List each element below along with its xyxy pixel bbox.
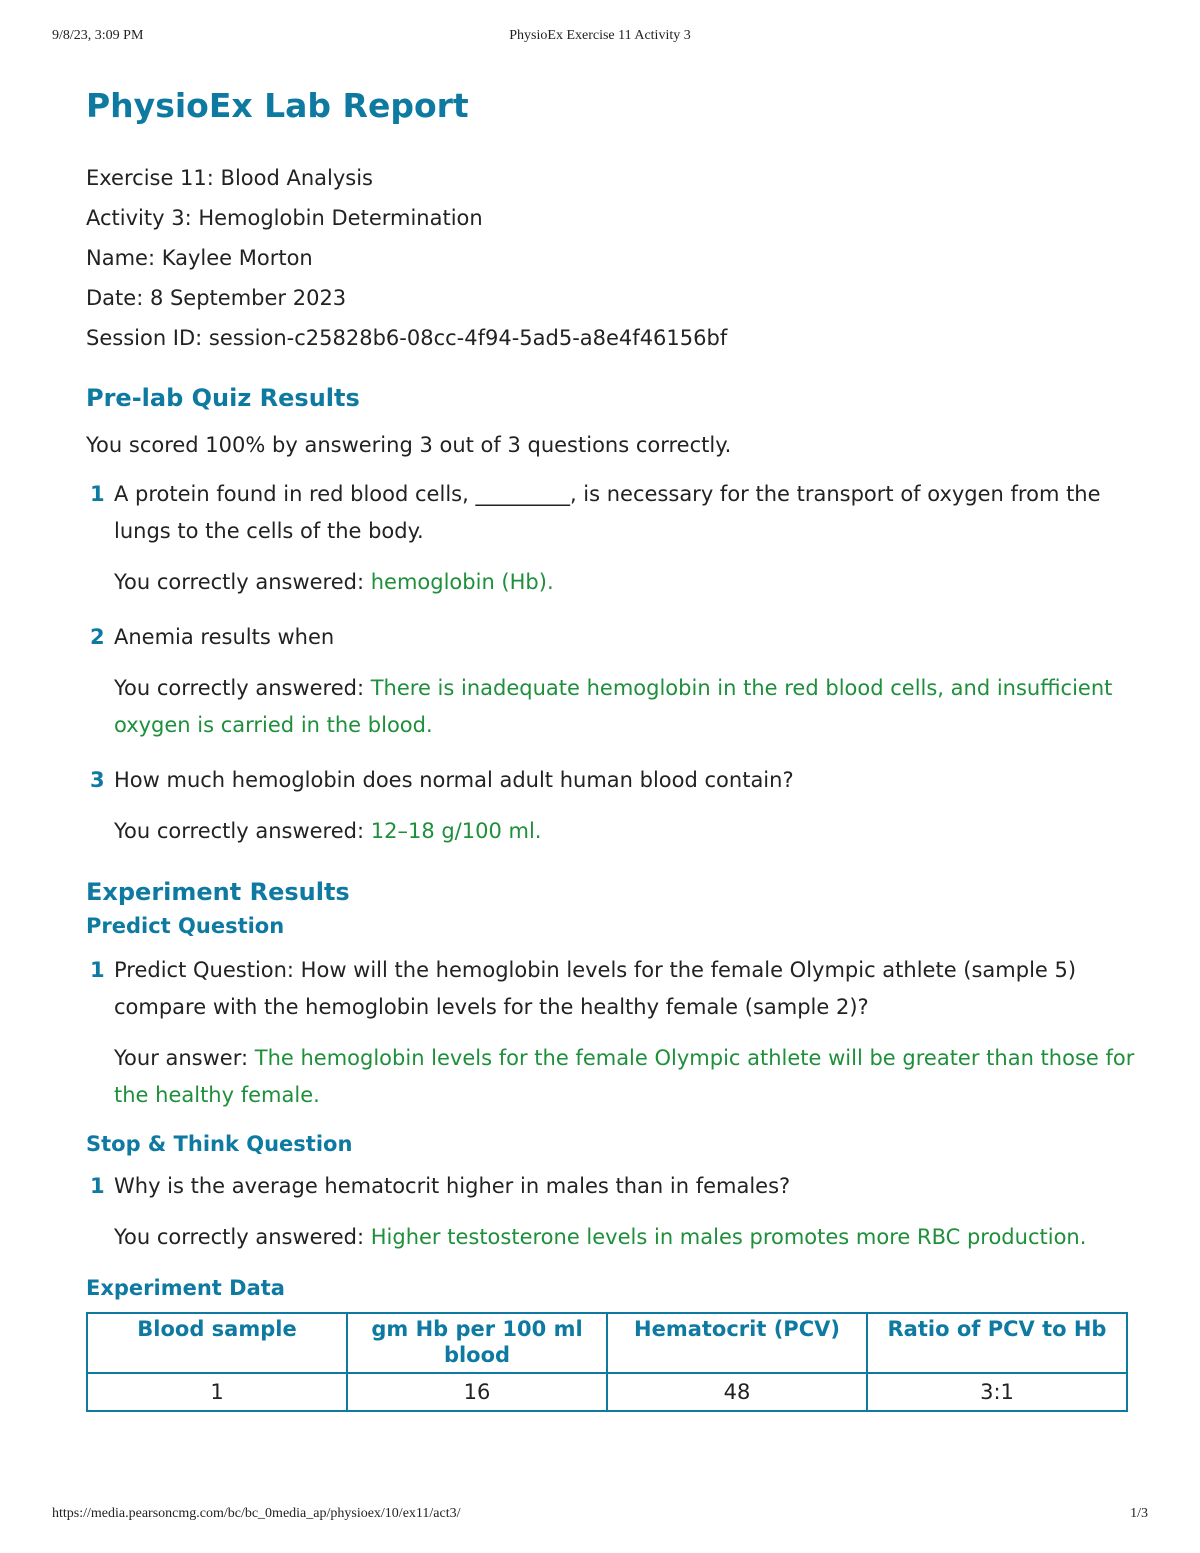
question-number: 2 — [90, 625, 105, 649]
question-answer — [114, 813, 1136, 850]
column-header: Blood sample — [87, 1313, 347, 1373]
table-cell: 1 — [87, 1373, 347, 1411]
predict-heading: Predict Question — [86, 914, 285, 938]
answer-prefix: You correctly answered: — [114, 1225, 371, 1249]
answer-prefix: You correctly answered: — [114, 819, 371, 843]
question-answer — [114, 1040, 1136, 1114]
page-url: https://media.pearsoncmg.com/bc/bc_0media_ap/physioex/10/ex11/act3/ — [52, 1506, 461, 1521]
print-footer — [52, 1506, 1148, 1528]
session-id-line: Session ID: session-c25828b6-08cc-4f94-5ad5-a8e4f46156bf — [86, 326, 728, 350]
prelab-question-3 — [86, 762, 1136, 850]
activity-line: Activity 3: Hemoglobin Determination — [86, 206, 483, 230]
predict-question — [86, 952, 1136, 1114]
question-answer — [114, 564, 1136, 601]
print-timestamp: 9/8/23, 3:09 PM — [52, 28, 144, 43]
question-text: How much hemoglobin does normal adult human blood contain? — [114, 768, 794, 792]
quiz-score: You scored 100% by answering 3 out of 3 questions correctly. — [86, 433, 732, 457]
question-answer — [114, 1219, 1136, 1256]
answer-text: There is inadequate hemoglobin in the red blood cells, and insufficient oxygen is carried in the blood. — [114, 676, 1113, 737]
answer-prefix: You correctly answered: — [114, 570, 371, 594]
lab-report — [86, 82, 1136, 1412]
date-line: Date: 8 September 2023 — [86, 286, 347, 310]
name-line: Name: Kaylee Morton — [86, 246, 313, 270]
answer-prefix: You correctly answered: — [114, 676, 371, 700]
question-text: A protein found in red blood cells, _________, is necessary for the transport of oxygen from the lungs to the cells of the body. — [114, 482, 1101, 543]
answer-text: hemoglobin (Hb). — [370, 570, 554, 594]
answer-text: Higher testosterone levels in males promotes more RBC production. — [370, 1225, 1087, 1249]
column-header: gm Hb per 100 ml blood — [347, 1313, 607, 1373]
table-cell: 48 — [607, 1373, 867, 1411]
answer-text: 12–18 g/100 ml. — [370, 819, 542, 843]
answer-prefix: Your answer: — [114, 1046, 255, 1070]
question-text: Why is the average hematocrit higher in males than in females? — [114, 1174, 791, 1198]
prelab-question-1 — [86, 476, 1136, 601]
table-cell: 16 — [347, 1373, 607, 1411]
table-header-row — [87, 1313, 1127, 1373]
report-title: PhysioEx Lab Report — [86, 86, 469, 125]
prelab-question-2 — [86, 619, 1136, 744]
question-number: 3 — [90, 768, 105, 792]
column-header: Ratio of PCV to Hb — [867, 1313, 1127, 1373]
stop-think-question — [86, 1168, 1136, 1256]
question-number: 1 — [90, 482, 105, 506]
question-answer — [114, 670, 1136, 744]
question-text: Predict Question: How will the hemoglobin levels for the female Olympic athlete (sample 5) compare with the hemoglobin levels for the healthy female (sample 2)? — [114, 958, 1077, 1019]
page-number: 1/3 — [1130, 1506, 1148, 1521]
question-number: 1 — [90, 958, 105, 982]
experiment-heading: Experiment Results — [86, 878, 350, 906]
question-number: 1 — [90, 1174, 105, 1198]
exercise-line: Exercise 11: Blood Analysis — [86, 166, 373, 190]
experiment-data-heading: Experiment Data — [86, 1276, 285, 1300]
print-page-title: PhysioEx Exercise 11 Activity 3 — [509, 28, 691, 43]
prelab-heading: Pre-lab Quiz Results — [86, 384, 360, 412]
column-header: Hematocrit (PCV) — [607, 1313, 867, 1373]
table-row — [87, 1373, 1127, 1411]
table-cell: 3:1 — [867, 1373, 1127, 1411]
stop-think-heading: Stop & Think Question — [86, 1132, 353, 1156]
print-header — [52, 28, 1148, 50]
answer-text: The hemoglobin levels for the female Olympic athlete will be greater than those for the healthy female. — [114, 1046, 1135, 1107]
question-text: Anemia results when — [114, 625, 335, 649]
experiment-data-table — [86, 1312, 1128, 1412]
